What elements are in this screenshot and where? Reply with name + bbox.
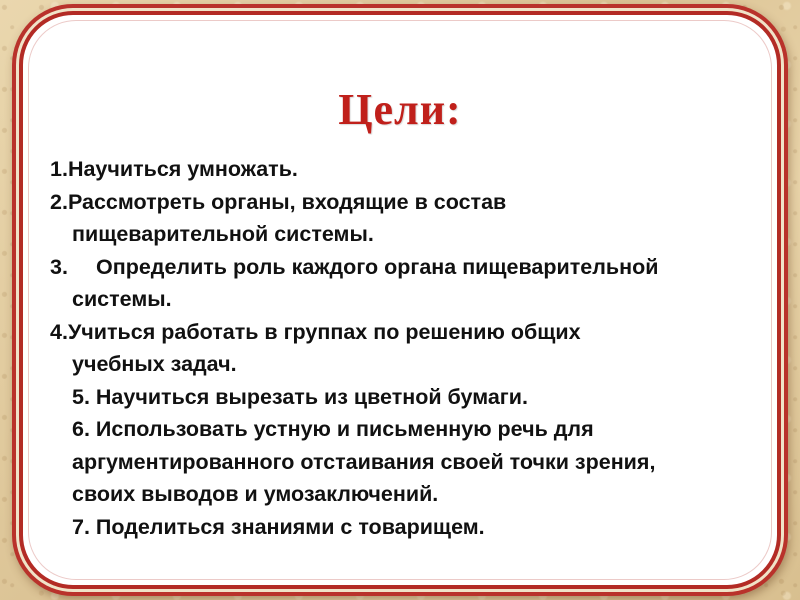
goal-number: 1. <box>50 157 68 181</box>
goal-item-2 <box>50 186 770 251</box>
goal-text: Научиться умножать. <box>67 157 298 181</box>
goal-item-3 <box>50 251 770 316</box>
goal-item-6 <box>50 413 770 511</box>
goal-text-continuation: своих выводов и умозаключений. <box>72 482 439 506</box>
goal-text-continuation: аргументированного отстаивания своей точки зрения, <box>72 449 656 474</box>
goal-text-continuation: учебных задач. <box>72 352 237 376</box>
goals-list <box>50 153 770 543</box>
goal-text-continuation: пищеварительной системы. <box>72 222 374 246</box>
goal-text: Рассмотреть органы, входящие в состав <box>67 189 507 214</box>
goal-item-4 <box>50 316 770 381</box>
slide-title: Цели: <box>338 85 462 134</box>
goal-text: 6. Использовать устную и письменную речь для <box>72 417 594 441</box>
goal-number: 4. <box>50 319 68 344</box>
goal-text: Определить роль каждого органа пищеварительной <box>96 254 659 279</box>
goal-text: 5. Научиться вырезать из цветной бумаги. <box>72 384 528 409</box>
goal-text: Учиться работать в группах по решению общих <box>67 319 581 344</box>
goal-item-1 <box>50 153 770 186</box>
goal-number: 3. <box>50 254 68 279</box>
slide-frame <box>19 11 781 589</box>
goal-item-7 <box>50 511 770 544</box>
goal-item-5 <box>50 381 770 414</box>
goal-text: 7. Поделиться знаниями с товарищем. <box>72 514 485 539</box>
goal-number: 2. <box>50 189 68 214</box>
goal-text-continuation: системы. <box>72 287 172 311</box>
